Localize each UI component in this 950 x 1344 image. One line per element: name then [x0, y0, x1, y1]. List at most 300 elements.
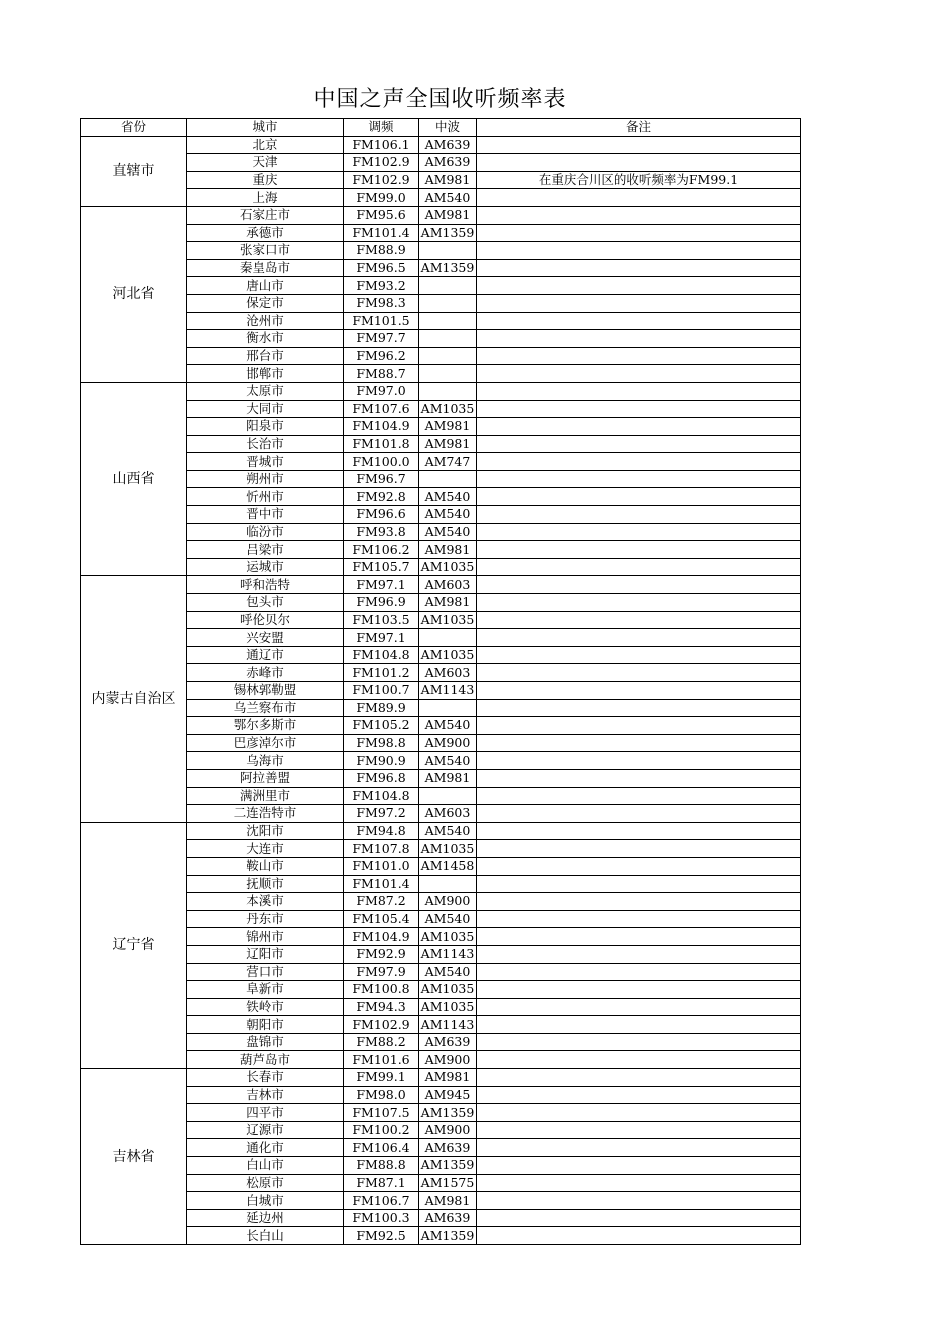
fm-cell: FM104.8	[344, 646, 419, 664]
fm-cell: FM101.4	[344, 224, 419, 242]
city-cell: 阳泉市	[187, 418, 344, 436]
frequency-table	[80, 118, 801, 1245]
am-cell: AM900	[419, 1051, 477, 1069]
note-cell	[477, 576, 801, 594]
city-cell: 呼和浩特	[187, 576, 344, 594]
am-cell: AM1359	[419, 1104, 477, 1122]
city-cell: 乌海市	[187, 752, 344, 770]
am-cell: AM945	[419, 1086, 477, 1104]
table-row	[81, 1104, 801, 1122]
table-row	[81, 1121, 801, 1139]
header-fm: 调频	[344, 119, 419, 137]
city-cell: 二连浩特市	[187, 805, 344, 823]
fm-cell: FM104.9	[344, 418, 419, 436]
fm-cell: FM96.6	[344, 506, 419, 524]
city-cell: 阿拉善盟	[187, 769, 344, 787]
am-cell: AM1035	[419, 981, 477, 999]
page-title: 中国之声全国收听频率表	[313, 87, 567, 112]
note-cell	[477, 1069, 801, 1087]
fm-cell: FM97.9	[344, 963, 419, 981]
table-row	[81, 242, 801, 260]
note-cell	[477, 330, 801, 348]
fm-cell: FM101.5	[344, 312, 419, 330]
table-row	[81, 488, 801, 506]
note-cell	[477, 506, 801, 524]
note-cell	[477, 277, 801, 295]
city-cell: 呼伦贝尔	[187, 611, 344, 629]
am-cell: AM603	[419, 805, 477, 823]
fm-cell: FM106.1	[344, 136, 419, 154]
am-cell: AM1143	[419, 1016, 477, 1034]
fm-cell: FM96.5	[344, 259, 419, 277]
city-cell: 保定市	[187, 294, 344, 312]
city-cell: 邯郸市	[187, 365, 344, 383]
city-cell: 铁岭市	[187, 998, 344, 1016]
note-cell	[477, 822, 801, 840]
province-cell: 直辖市	[81, 136, 187, 206]
fm-cell: FM94.8	[344, 822, 419, 840]
fm-cell: FM97.2	[344, 805, 419, 823]
city-cell: 沧州市	[187, 312, 344, 330]
fm-cell: FM92.5	[344, 1227, 419, 1245]
table-row	[81, 857, 801, 875]
fm-cell: FM93.2	[344, 277, 419, 295]
table-row	[81, 400, 801, 418]
note-cell	[477, 1051, 801, 1069]
table-row	[81, 664, 801, 682]
note-cell	[477, 981, 801, 999]
table-row	[81, 1227, 801, 1245]
table-row	[81, 717, 801, 735]
table-row	[81, 365, 801, 383]
am-cell: AM540	[419, 752, 477, 770]
fm-cell: FM97.7	[344, 330, 419, 348]
table-row	[81, 1157, 801, 1175]
fm-cell: FM89.9	[344, 699, 419, 717]
fm-cell: FM98.3	[344, 294, 419, 312]
table-row	[81, 822, 801, 840]
province-cell: 辽宁省	[81, 822, 187, 1068]
city-cell: 石家庄市	[187, 206, 344, 224]
header-province: 省份	[81, 119, 187, 137]
table-row	[81, 1016, 801, 1034]
fm-cell: FM97.1	[344, 576, 419, 594]
table-body	[81, 136, 801, 1244]
fm-cell: FM105.7	[344, 558, 419, 576]
am-cell: AM981	[419, 206, 477, 224]
province-cell: 吉林省	[81, 1069, 187, 1245]
fm-cell: FM107.5	[344, 1104, 419, 1122]
fm-cell: FM99.0	[344, 189, 419, 207]
note-cell	[477, 259, 801, 277]
city-cell: 鄂尔多斯市	[187, 717, 344, 735]
note-cell: 在重庆合川区的收听频率为FM99.1	[477, 171, 801, 189]
table-row	[81, 171, 801, 189]
header-note: 备注	[477, 119, 801, 137]
note-cell	[477, 963, 801, 981]
note-cell	[477, 945, 801, 963]
note-cell	[477, 857, 801, 875]
note-cell	[477, 365, 801, 383]
fm-cell: FM101.8	[344, 435, 419, 453]
city-cell: 葫芦岛市	[187, 1051, 344, 1069]
city-cell: 兴安盟	[187, 629, 344, 647]
city-cell: 包头市	[187, 594, 344, 612]
fm-cell: FM107.8	[344, 840, 419, 858]
city-cell: 营口市	[187, 963, 344, 981]
table-row	[81, 312, 801, 330]
table-row	[81, 998, 801, 1016]
am-cell: AM540	[419, 488, 477, 506]
note-cell	[477, 154, 801, 172]
table-row	[81, 1069, 801, 1087]
am-cell: AM981	[419, 769, 477, 787]
fm-cell: FM104.9	[344, 928, 419, 946]
note-cell	[477, 646, 801, 664]
am-cell: AM1359	[419, 1157, 477, 1175]
table-row	[81, 470, 801, 488]
am-cell: AM900	[419, 893, 477, 911]
table-row	[81, 928, 801, 946]
fm-cell: FM101.4	[344, 875, 419, 893]
note-cell	[477, 717, 801, 735]
table-row	[81, 224, 801, 242]
city-cell: 盘锦市	[187, 1033, 344, 1051]
fm-cell: FM101.6	[344, 1051, 419, 1069]
am-cell	[419, 470, 477, 488]
city-cell: 北京	[187, 136, 344, 154]
am-cell: AM1035	[419, 998, 477, 1016]
am-cell	[419, 629, 477, 647]
am-cell	[419, 382, 477, 400]
fm-cell: FM98.0	[344, 1086, 419, 1104]
fm-cell: FM105.4	[344, 910, 419, 928]
am-cell: AM981	[419, 418, 477, 436]
table-row	[81, 154, 801, 172]
fm-cell: FM94.3	[344, 998, 419, 1016]
city-cell: 乌兰察布市	[187, 699, 344, 717]
fm-cell: FM88.7	[344, 365, 419, 383]
note-cell	[477, 699, 801, 717]
am-cell: AM639	[419, 1033, 477, 1051]
note-cell	[477, 1033, 801, 1051]
fm-cell: FM107.6	[344, 400, 419, 418]
am-cell	[419, 787, 477, 805]
table-row	[81, 611, 801, 629]
table-row	[81, 963, 801, 981]
fm-cell: FM106.4	[344, 1139, 419, 1157]
table-row	[81, 453, 801, 471]
table-row	[81, 277, 801, 295]
city-cell: 重庆	[187, 171, 344, 189]
note-cell	[477, 893, 801, 911]
am-cell: AM1035	[419, 840, 477, 858]
city-cell: 唐山市	[187, 277, 344, 295]
note-cell	[477, 435, 801, 453]
city-cell: 长治市	[187, 435, 344, 453]
note-cell	[477, 1121, 801, 1139]
fm-cell: FM106.2	[344, 541, 419, 559]
am-cell	[419, 330, 477, 348]
note-cell	[477, 910, 801, 928]
note-cell	[477, 488, 801, 506]
city-cell: 衡水市	[187, 330, 344, 348]
note-cell	[477, 136, 801, 154]
note-cell	[477, 1192, 801, 1210]
am-cell	[419, 699, 477, 717]
note-cell	[477, 1209, 801, 1227]
table-row	[81, 752, 801, 770]
fm-cell: FM99.1	[344, 1069, 419, 1087]
am-cell: AM1035	[419, 928, 477, 946]
header-row	[81, 119, 801, 137]
table-row	[81, 136, 801, 154]
fm-cell: FM101.0	[344, 857, 419, 875]
fm-cell: FM87.2	[344, 893, 419, 911]
fm-cell: FM100.8	[344, 981, 419, 999]
table-row	[81, 418, 801, 436]
province-cell: 内蒙古自治区	[81, 576, 187, 822]
fm-cell: FM93.8	[344, 523, 419, 541]
am-cell: AM639	[419, 136, 477, 154]
fm-cell: FM102.9	[344, 1016, 419, 1034]
city-cell: 满洲里市	[187, 787, 344, 805]
note-cell	[477, 1016, 801, 1034]
city-cell: 抚顺市	[187, 875, 344, 893]
city-cell: 沈阳市	[187, 822, 344, 840]
city-cell: 通化市	[187, 1139, 344, 1157]
city-cell: 本溪市	[187, 893, 344, 911]
header-city: 城市	[187, 119, 344, 137]
city-cell: 白山市	[187, 1157, 344, 1175]
city-cell: 辽阳市	[187, 945, 344, 963]
table-row	[81, 981, 801, 999]
note-cell	[477, 382, 801, 400]
city-cell: 大连市	[187, 840, 344, 858]
city-cell: 阜新市	[187, 981, 344, 999]
am-cell: AM603	[419, 664, 477, 682]
city-cell: 运城市	[187, 558, 344, 576]
am-cell: AM900	[419, 1121, 477, 1139]
note-cell	[477, 875, 801, 893]
city-cell: 承德市	[187, 224, 344, 242]
note-cell	[477, 1086, 801, 1104]
table-row	[81, 206, 801, 224]
city-cell: 延边州	[187, 1209, 344, 1227]
city-cell: 辽源市	[187, 1121, 344, 1139]
table-row	[81, 1051, 801, 1069]
note-cell	[477, 928, 801, 946]
fm-cell: FM104.8	[344, 787, 419, 805]
fm-cell: FM95.6	[344, 206, 419, 224]
table-row	[81, 1086, 801, 1104]
fm-cell: FM100.2	[344, 1121, 419, 1139]
fm-cell: FM92.9	[344, 945, 419, 963]
table-row	[81, 787, 801, 805]
city-cell: 锡林郭勒盟	[187, 682, 344, 700]
am-cell: AM900	[419, 734, 477, 752]
city-cell: 松原市	[187, 1174, 344, 1192]
city-cell: 大同市	[187, 400, 344, 418]
fm-cell: FM98.8	[344, 734, 419, 752]
table-row	[81, 893, 801, 911]
table-row	[81, 541, 801, 559]
city-cell: 晋中市	[187, 506, 344, 524]
fm-cell: FM100.3	[344, 1209, 419, 1227]
city-cell: 白城市	[187, 1192, 344, 1210]
city-cell: 四平市	[187, 1104, 344, 1122]
province-cell: 山西省	[81, 382, 187, 576]
note-cell	[477, 734, 801, 752]
fm-cell: FM102.9	[344, 154, 419, 172]
table-row	[81, 682, 801, 700]
table-row	[81, 840, 801, 858]
note-cell	[477, 400, 801, 418]
note-cell	[477, 189, 801, 207]
table-row	[81, 347, 801, 365]
fm-cell: FM106.7	[344, 1192, 419, 1210]
table-row	[81, 1033, 801, 1051]
fm-cell: FM100.7	[344, 682, 419, 700]
fm-cell: FM100.0	[344, 453, 419, 471]
city-cell: 鞍山市	[187, 857, 344, 875]
am-cell: AM1035	[419, 646, 477, 664]
city-cell: 吕梁市	[187, 541, 344, 559]
city-cell: 太原市	[187, 382, 344, 400]
am-cell: AM639	[419, 1139, 477, 1157]
note-cell	[477, 752, 801, 770]
note-cell	[477, 453, 801, 471]
am-cell: AM639	[419, 154, 477, 172]
am-cell	[419, 312, 477, 330]
am-cell: AM603	[419, 576, 477, 594]
table-row	[81, 945, 801, 963]
am-cell: AM540	[419, 189, 477, 207]
am-cell: AM540	[419, 822, 477, 840]
am-cell	[419, 347, 477, 365]
am-cell: AM540	[419, 506, 477, 524]
fm-cell: FM97.0	[344, 382, 419, 400]
am-cell	[419, 875, 477, 893]
city-cell: 邢台市	[187, 347, 344, 365]
am-cell	[419, 277, 477, 295]
note-cell	[477, 206, 801, 224]
table-row	[81, 294, 801, 312]
am-cell: AM981	[419, 1069, 477, 1087]
province-cell: 河北省	[81, 206, 187, 382]
table-row	[81, 259, 801, 277]
table-row	[81, 506, 801, 524]
table-row	[81, 558, 801, 576]
am-cell: AM981	[419, 435, 477, 453]
note-cell	[477, 1139, 801, 1157]
fm-cell: FM102.9	[344, 171, 419, 189]
fm-cell: FM90.9	[344, 752, 419, 770]
city-cell: 晋城市	[187, 453, 344, 471]
note-cell	[477, 682, 801, 700]
city-cell: 长白山	[187, 1227, 344, 1245]
note-cell	[477, 558, 801, 576]
table-row	[81, 594, 801, 612]
note-cell	[477, 523, 801, 541]
am-cell	[419, 365, 477, 383]
city-cell: 秦皇岛市	[187, 259, 344, 277]
fm-cell: FM101.2	[344, 664, 419, 682]
note-cell	[477, 805, 801, 823]
am-cell: AM1035	[419, 558, 477, 576]
note-cell	[477, 594, 801, 612]
am-cell: AM981	[419, 1192, 477, 1210]
table-row	[81, 875, 801, 893]
city-cell: 忻州市	[187, 488, 344, 506]
note-cell	[477, 541, 801, 559]
fm-cell: FM92.8	[344, 488, 419, 506]
note-cell	[477, 787, 801, 805]
table-row	[81, 769, 801, 787]
am-cell	[419, 242, 477, 260]
note-cell	[477, 1227, 801, 1245]
note-cell	[477, 769, 801, 787]
am-cell: AM540	[419, 910, 477, 928]
city-cell: 吉林市	[187, 1086, 344, 1104]
fm-cell: FM96.9	[344, 594, 419, 612]
city-cell: 通辽市	[187, 646, 344, 664]
note-cell	[477, 242, 801, 260]
note-cell	[477, 998, 801, 1016]
am-cell: AM1035	[419, 611, 477, 629]
table-row	[81, 1192, 801, 1210]
fm-cell: FM88.8	[344, 1157, 419, 1175]
fm-cell: FM97.1	[344, 629, 419, 647]
city-cell: 丹东市	[187, 910, 344, 928]
am-cell: AM639	[419, 1209, 477, 1227]
am-cell: AM1035	[419, 400, 477, 418]
table-row	[81, 576, 801, 594]
note-cell	[477, 1174, 801, 1192]
am-cell: AM1143	[419, 682, 477, 700]
table-row	[81, 629, 801, 647]
note-cell	[477, 294, 801, 312]
am-cell: AM981	[419, 594, 477, 612]
table-row	[81, 435, 801, 453]
am-cell: AM1575	[419, 1174, 477, 1192]
am-cell	[419, 294, 477, 312]
fm-cell: FM88.9	[344, 242, 419, 260]
city-cell: 锦州市	[187, 928, 344, 946]
note-cell	[477, 418, 801, 436]
city-cell: 朔州市	[187, 470, 344, 488]
table-row	[81, 1174, 801, 1192]
city-cell: 上海	[187, 189, 344, 207]
am-cell: AM981	[419, 171, 477, 189]
table-row	[81, 523, 801, 541]
city-cell: 临汾市	[187, 523, 344, 541]
note-cell	[477, 347, 801, 365]
city-cell: 张家口市	[187, 242, 344, 260]
table-row	[81, 330, 801, 348]
table-row	[81, 1209, 801, 1227]
city-cell: 巴彦淖尔市	[187, 734, 344, 752]
note-cell	[477, 470, 801, 488]
note-cell	[477, 611, 801, 629]
table-row	[81, 805, 801, 823]
am-cell: AM540	[419, 963, 477, 981]
table-row	[81, 1139, 801, 1157]
am-cell: AM1359	[419, 1227, 477, 1245]
note-cell	[477, 629, 801, 647]
city-cell: 朝阳市	[187, 1016, 344, 1034]
note-cell	[477, 840, 801, 858]
